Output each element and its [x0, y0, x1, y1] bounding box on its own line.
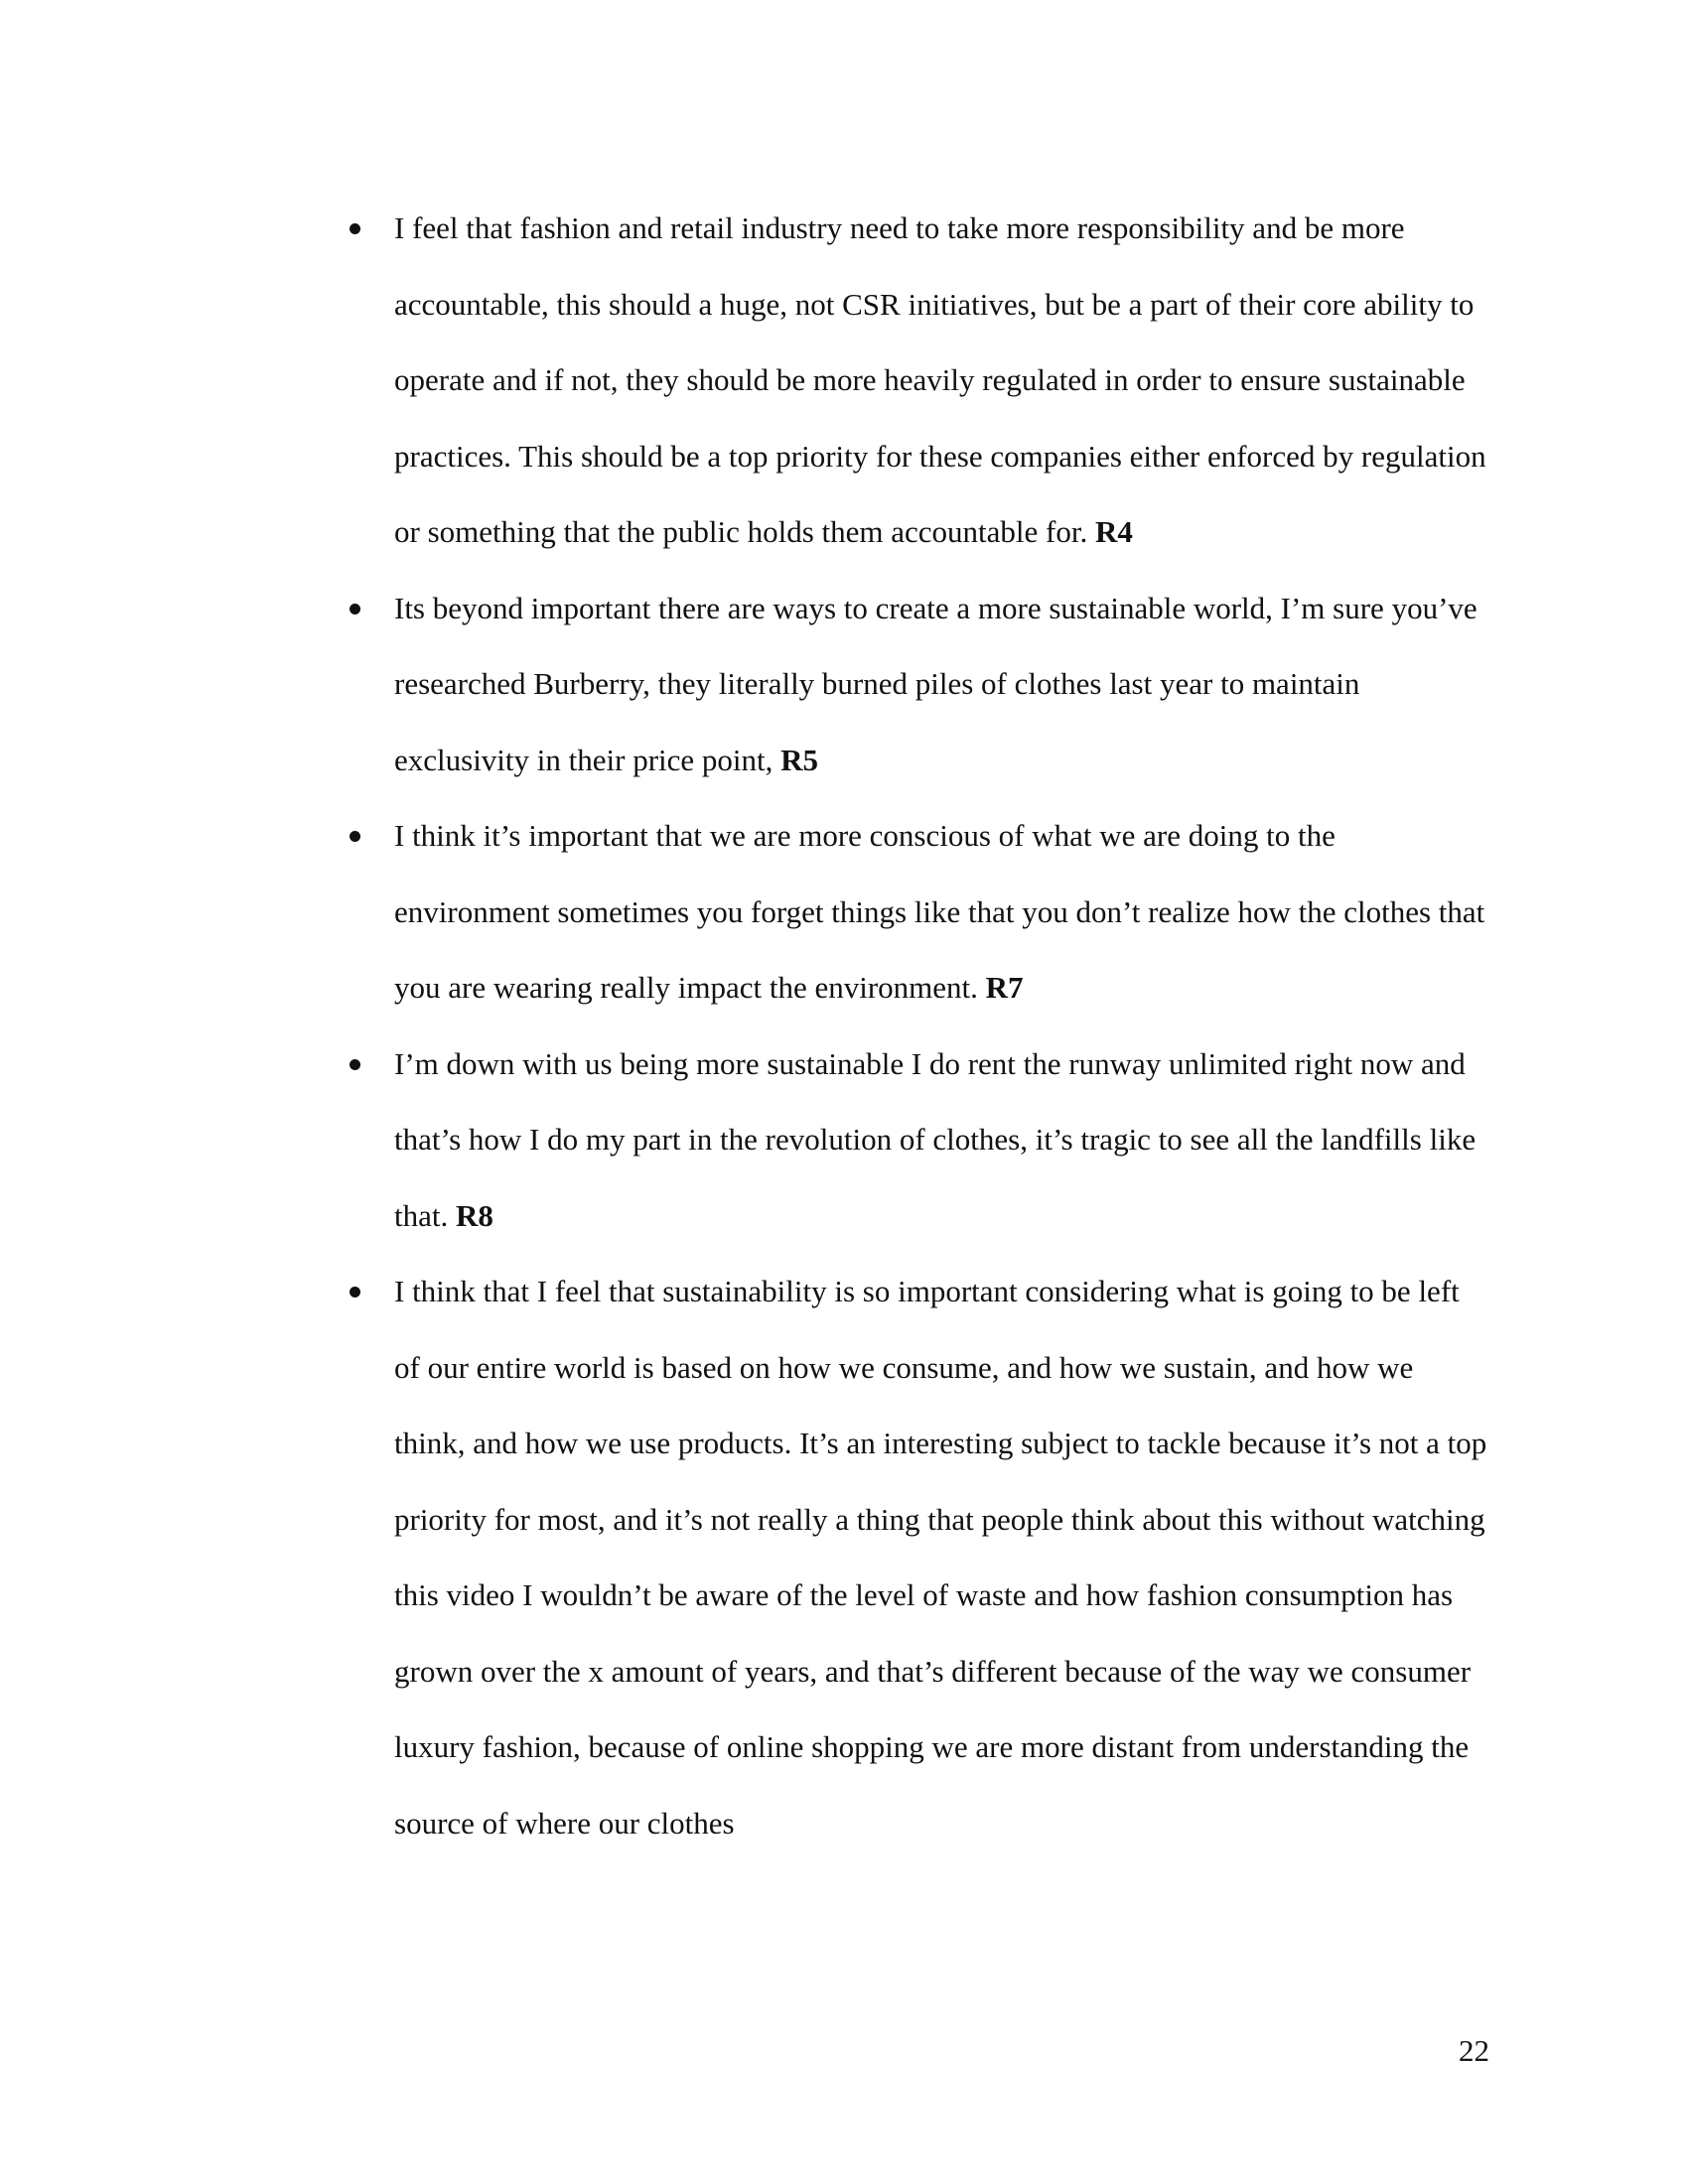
bullet-icon: [350, 571, 369, 647]
quote-text: I’m down with us being more sustainable I do rent the runway unlimited right now and that’s how I do my part in the revolution of clothes, it’s tragic to see all the landfills like that.: [394, 1045, 1477, 1233]
quote-text: I think that I feel that sustainability is so important considering what is going to be left of our entire world is based on how we consume, and how we sustain, and how we think, and how we use products. It’s an interesting subject to tackle because it’s not a top priority for most, and it’s not really a thing that people think about this without watching this video I wouldn’t be aware of the level of waste and how fashion consumption has grown over the x amount of years, and that’s different because of the way we consumer luxury fashion, because of online shopping we are more distant from understanding the source of where our clothes: [394, 1274, 1487, 1841]
respondent-id: R8: [456, 1197, 493, 1233]
bullet-icon: [350, 1254, 369, 1330]
quote-item-r8: [338, 1026, 1489, 1255]
quote-item-r5: [338, 571, 1489, 799]
bullet-icon: [350, 1026, 369, 1103]
quote-item-r7: [338, 798, 1489, 1026]
quote-item-continued: [338, 1254, 1489, 1861]
quote-text: Its beyond important there are ways to create a more sustainable world, I’m sure you’ve researched Burberry, they literally burned piles of clothes last year to maintain exclusivity in their price point,: [394, 590, 1477, 777]
page-number: 22: [1459, 2033, 1489, 2068]
bullet-icon: [350, 191, 369, 267]
quote-text: I think it’s important that we are more conscious of what we are doing to the environment sometimes you forget things like that you don’t realize how the clothes that you are wearing really impact the environment.: [394, 818, 1485, 1005]
quote-text: I feel that fashion and retail industry need to take more responsibility and be more accountable, this should a huge, not CSR initiatives, but be a part of their core ability to operate and if not, they should be more heavily regulated in order to ensure sustainable practices. This should be a top priority for these companies either enforced by regulation or something that the public holds them accountable for.: [394, 210, 1486, 549]
quote-list: [338, 191, 1489, 1861]
quote-item-r4: [338, 191, 1489, 571]
respondent-id: R4: [1094, 514, 1133, 549]
respondent-id: R5: [780, 742, 819, 777]
respondent-id: R7: [985, 970, 1024, 1005]
bullet-icon: [350, 798, 369, 875]
